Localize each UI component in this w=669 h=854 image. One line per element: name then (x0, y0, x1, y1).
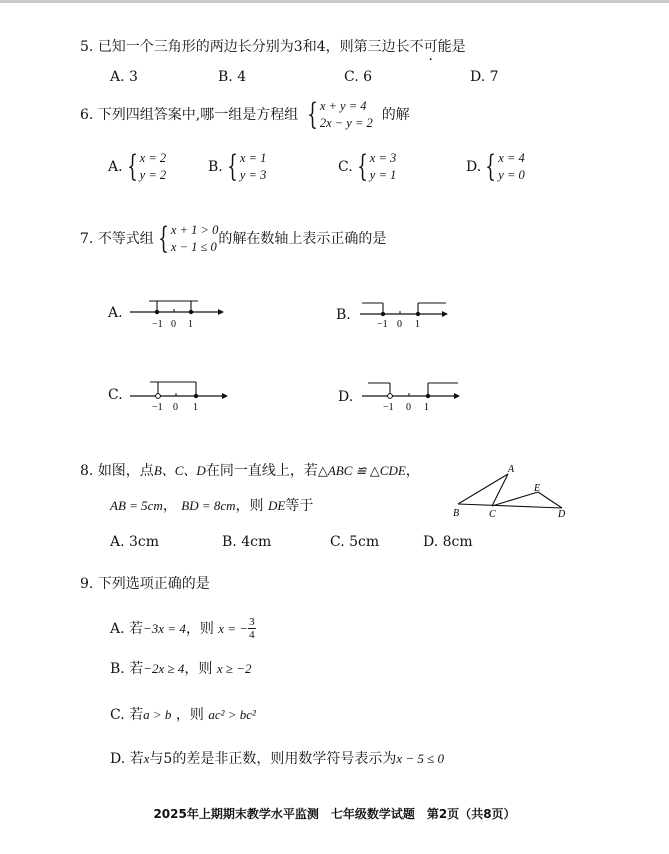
question-5-option-a: A. 3 (110, 69, 138, 85)
question-7-option-a-label: A. (108, 305, 123, 321)
svg-text:0: 0 (406, 402, 411, 413)
question-5-option-c: C. 6 (344, 69, 373, 85)
question-6-text: 下列四组答案中,哪一组是方程组 (97, 107, 299, 123)
question-6-number: 6. (80, 107, 94, 123)
svg-text:0: 0 (171, 319, 176, 330)
question-7-number: 7. (80, 231, 94, 247)
question-6-option-c: C. { x = 3 y = 1 (338, 149, 397, 184)
question-9-option-a: A. 若 −3x = 4 ，则 x = − $\frac{3}{4}$ (110, 616, 255, 641)
question-9-option-b: B. 若−2x ≥ 4，则 x ≥ −2 (110, 661, 252, 677)
question-7-option-b-label: B. (336, 307, 351, 323)
question-8-option-c: C. 5cm (330, 534, 380, 550)
question-7-stem (80, 222, 386, 256)
question-8-number: 8. (80, 463, 94, 479)
question-5-number: 5. (80, 39, 94, 55)
question-7-text-end: 的解在数轴上表示正确的是 (218, 231, 387, 247)
question-9-stem (80, 575, 210, 593)
question-6-equation-system: { x + y = 4 2x − y = 2 (307, 97, 373, 132)
question-5-stem (80, 38, 466, 56)
question-7-option-d-number-line (362, 376, 467, 416)
question-7-inequality-system: { x + 1 > 0 x − 1 ≤ 0 (158, 221, 219, 256)
question-7-option-a-number-line (130, 292, 230, 332)
question-9-number: 9. (80, 576, 94, 592)
question-8-option-a: A. 3cm (110, 534, 160, 550)
question-6-text-end: 的解 (381, 107, 410, 123)
svg-text:D: D (558, 509, 566, 520)
question-8-given: AB = 5cm， BD = 8cm，则 DE等于 (110, 498, 314, 514)
svg-text:1: 1 (188, 319, 193, 330)
question-7-option-c-number-line (130, 376, 235, 416)
question-5-option-b: B. 4 (218, 69, 247, 85)
question-6-option-b: B. { x = 1 y = 3 (208, 149, 267, 184)
question-9-text: 下列选项正确的是 (97, 576, 210, 592)
svg-text:1: 1 (415, 319, 420, 330)
question-7-option-b-number-line (360, 294, 460, 334)
question-7-option-c-label: C. (108, 387, 123, 403)
svg-text:−1: −1 (383, 402, 394, 413)
svg-text:−1: −1 (377, 319, 388, 330)
question-9-option-c: C. 若a > b ，则 ac² > bc² (110, 707, 256, 723)
question-5-emphasis: 不可能 (409, 39, 452, 55)
svg-text:A: A (508, 464, 515, 475)
question-5-text-end: 是 (451, 39, 466, 55)
svg-text:1: 1 (193, 402, 198, 413)
question-8-stem: 8. 如图，点B、C、D在同一直线上，若△ABC ≌ △CDE， (80, 463, 420, 479)
svg-text:0: 0 (397, 319, 402, 330)
svg-text:B: B (453, 508, 460, 519)
question-6-option-d: D. { x = 4 y = 0 (466, 149, 525, 184)
page-footer: 2025年上期期末教学水平监测 七年级数学试题 第2页（共8页） (153, 807, 516, 821)
question-7-option-d-label: D. (338, 389, 354, 405)
svg-text:−1: −1 (152, 319, 163, 330)
page-top-edge (0, 0, 669, 3)
question-8-figure (450, 462, 575, 522)
svg-text:E: E (534, 483, 541, 494)
svg-text:0: 0 (173, 402, 178, 413)
question-5-option-d: D. 7 (470, 69, 499, 85)
svg-text:1: 1 (424, 402, 429, 413)
question-7-text: 不等式组 (97, 231, 154, 247)
svg-text:−1: −1 (152, 402, 163, 413)
question-9-option-d: D. 若x与5的差是非正数，则用数学符号表示为x − 5 ≤ 0 (110, 751, 445, 767)
svg-text:C: C (489, 509, 496, 520)
question-8-option-b: B. 4cm (222, 534, 272, 550)
question-6-stem (80, 98, 410, 132)
question-5-text: 已知一个三角形的两边长分别为3和4，则第三边长 (97, 39, 410, 55)
question-6-option-a: A. { x = 2 y = 2 (108, 149, 167, 184)
question-8-option-d: D. 8cm (423, 534, 473, 550)
